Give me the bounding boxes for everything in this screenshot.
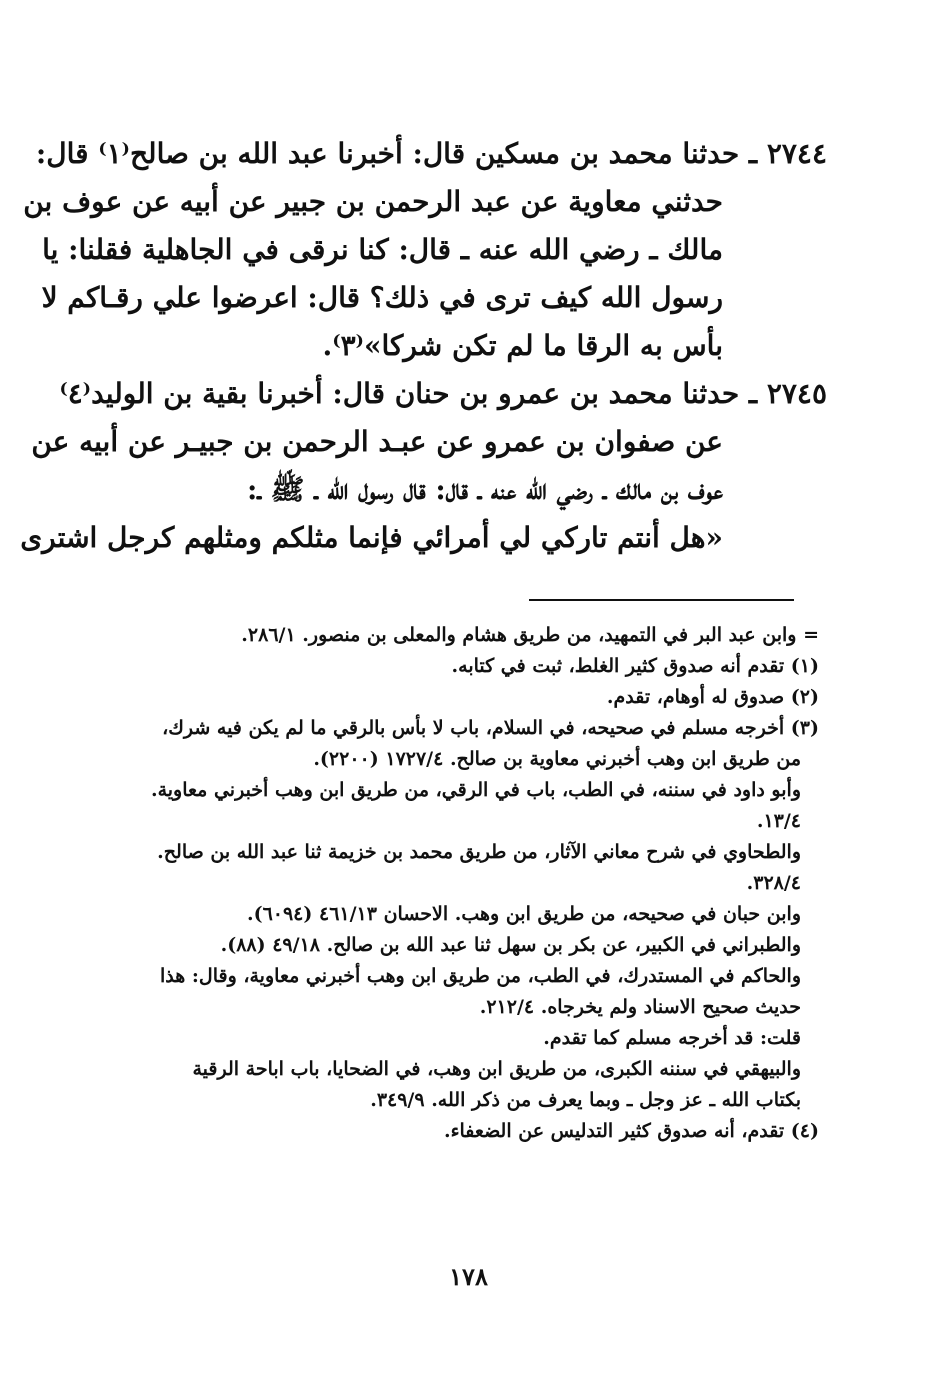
hadith-line: ٢٧٤٤ ـ حدثنا محمد بن مسكين قال: أخبرنا عبد الله بن صالح⁽١⁾ قال: (35, 137, 827, 170)
hadith-line: حدثني معاوية عن عبد الرحمن بن جبير عن أبيه عن عوف بن (23, 185, 723, 218)
footnote-1: (١) تقدم أنه صدوق كثير الغلط، ثبت في كتابه. (451, 655, 819, 677)
footnote-line: والبيهقي في سننه الكبرى، من طريق ابن وهب، في الضحايا، باب اباحة الرقية (192, 1058, 801, 1080)
hadith-line: عن صفوان بن عمرو عن عبـد الرحمن بن جبيـر عن أبيه عن (31, 425, 723, 458)
footnote-line: والطبراني في الكبير، عن بكر بن سهل ثنا عبد الله بن صالح. ٤٩/١٨ (٨٨). (220, 934, 801, 956)
footnote-separator (529, 599, 794, 601)
footnote-line: قلت: قد أخرجه مسلم كما تقدم. (543, 1027, 801, 1049)
hadith-line: مالك ـ رضي الله عنه ـ قال: كنا نرقى في الجاهلية فقلنا: يا (42, 233, 723, 266)
footnote-line: والحاكم في المستدرك، في الطب، من طريق ابن وهب أخبرني معاوية، وقال: هذا (160, 965, 801, 987)
footnote-line: والطحاوي في شرح معاني الآثار، من طريق محمد بن خزيمة ثنا عبد الله بن صالح. (157, 841, 801, 863)
footnote-line: ٣٢٨/٤. (746, 872, 801, 894)
page-number: ١٧٨ (449, 1262, 488, 1291)
hadith-line: عوف بن مالك ـ رضي الله عنه ـ قال: قال رسول الله ـ ﷺ ـ: (247, 473, 723, 506)
footnote-4: (٤) تقدم، أنه صدوق كثير التدليس عن الضعفاء. (443, 1120, 819, 1142)
footnote-2: (٢) صدوق له أوهام، تقدم. (606, 686, 819, 708)
footnote-line: من طريق ابن وهب أخبرني معاوية بن صالح. ١٧٢٧/٤ (٢٢٠٠). (313, 748, 801, 770)
footnotes (100, 620, 819, 1147)
hadith-line: بأس به الرقا ما لم تكن شركا»⁽٣⁾. (322, 329, 723, 362)
hadith-line: «هل أنتم تاركي لي أمرائي فإنما مثلكم ومثلهم كرجل اشترى (20, 521, 723, 554)
hadith-line: ٢٧٤٥ ـ حدثنا محمد بن عمرو بن حنان قال: أخبرنا بقية بن الوليد⁽٤⁾ (59, 377, 827, 410)
footnote-line: وابن حبان في صحيحه، من طريق ابن وهب. الاحسان ٤٦١/١٣ (٦٠٩٤). (246, 903, 801, 925)
footnote-line: بكتاب الله ـ عز وجل ـ وبما يعرف من ذكر الله. ٣٤٩/٩. (370, 1089, 801, 1111)
footnote-line: وأبو داود في سننه، في الطب، باب في الرقي، من طريق ابن وهب أخبرني معاوية. (150, 779, 801, 801)
footnote-line: = وابن عبد البر في التمهيد، من طريق هشام والمعلى بن منصور. ٢٨٦/١. (241, 624, 819, 646)
hadith-line: رسول الله كيف ترى في ذلك؟ قال: اعرضوا علي رقـاكم لا (41, 281, 723, 314)
hadith-2745 (20, 370, 827, 562)
hadith-2744 (23, 130, 827, 370)
footnote-line: ١٣/٤. (756, 810, 801, 832)
footnote-3: (٣) أخرجه مسلم في صحيحه، في السلام، باب لا بأس بالرقي ما لم يكن فيه شرك، (162, 717, 819, 739)
main-text (20, 130, 827, 562)
footnote-line: حديث صحيح الاسناد ولم يخرجاه. ٢١٢/٤. (479, 996, 801, 1018)
